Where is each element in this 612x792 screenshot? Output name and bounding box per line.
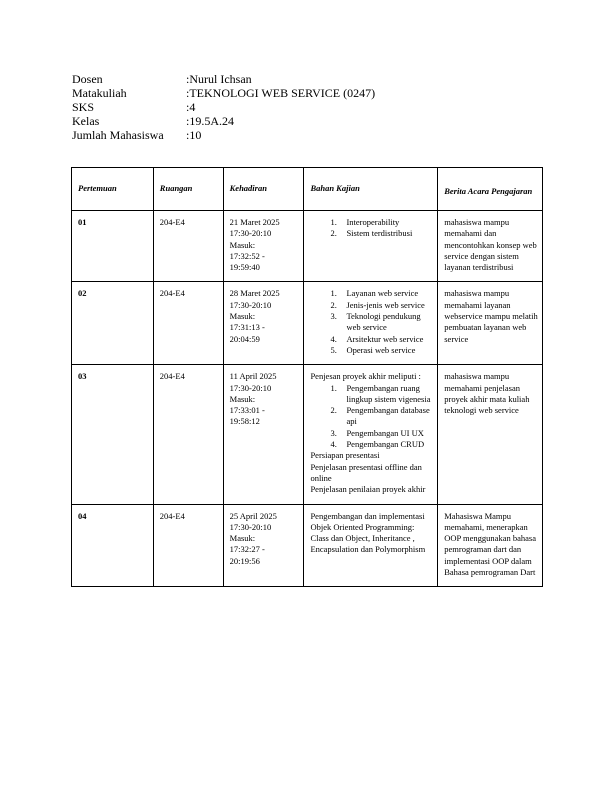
kehadiran-line: 17:33:01 -	[229, 405, 265, 416]
list-text: Pengembangan database api	[346, 405, 430, 427]
list-text: Pengembangan ruang lingkup sistem vigenesia	[346, 382, 431, 404]
kehadiran-line: 17:31:13 -	[229, 322, 265, 333]
cell-bahan-kajian	[304, 211, 438, 282]
bahan-list	[310, 383, 433, 451]
bahan-text: Pengembangan dan implementasi Objek Oriented Programming: Class dan Object, Inheritance , Encapsulation dan Polymorphism	[310, 510, 426, 555]
info-row	[72, 72, 375, 86]
cell-kehadiran	[223, 504, 304, 587]
header-berita-acara: Berita Acara Pengajaran	[438, 168, 543, 211]
list-text: Pengembangan CRUD	[346, 439, 425, 450]
cell-bahan-kajian	[304, 365, 438, 504]
list-number: 1.	[330, 288, 337, 299]
list-number: 3.	[330, 427, 337, 438]
cell-kehadiran	[223, 282, 304, 365]
info-label: Jumlah Mahasiswa	[72, 128, 164, 142]
info-value: :Nurul Ichsan	[186, 72, 252, 86]
info-row	[72, 100, 375, 114]
info-row	[72, 114, 375, 128]
cell-ruangan: 204-E4	[153, 504, 223, 587]
cell-kehadiran	[223, 211, 304, 282]
bahan-list-item	[310, 334, 433, 345]
cell-bahan-kajian	[304, 504, 438, 587]
cell-kehadiran	[223, 365, 304, 504]
info-label: Matakuliah	[72, 86, 127, 100]
list-number: 2.	[330, 405, 337, 416]
list-text: Arsitektur web service	[346, 333, 424, 344]
list-text: Operasi web service	[346, 344, 416, 355]
table-header-row	[72, 168, 543, 211]
bahan-list-item	[310, 345, 433, 356]
kehadiran-line: 17:30-20:10	[229, 299, 272, 310]
kehadiran-line: Masuk:	[229, 239, 256, 250]
cell-berita-acara: Mahasiswa Mampu memahami, menerapkan OOP menggunakan bahasa pemrograman dart dan implementasi OOP dalam Bahasa pemrograman Dart	[438, 504, 543, 587]
cell-pertemuan: 04	[72, 504, 154, 587]
bahan-list-item	[310, 439, 433, 450]
cell-pertemuan: 01	[72, 211, 154, 282]
bahan-list-item	[310, 300, 433, 311]
kehadiran-line: 19:58:12	[229, 416, 260, 427]
kehadiran-line: 20:19:56	[229, 555, 260, 566]
kehadiran-line: 25 April 2025	[229, 510, 277, 521]
list-number: 1.	[330, 217, 337, 227]
cell-bahan-kajian	[304, 282, 438, 365]
table-row	[72, 365, 543, 504]
course-info	[72, 72, 375, 142]
info-label: Kelas	[72, 114, 100, 128]
list-text: Teknologi pendukung web service	[346, 311, 421, 333]
table-row	[72, 504, 543, 587]
kehadiran-line: 11 April 2025	[229, 371, 277, 382]
header-kehadiran: Kehadiran	[223, 168, 304, 211]
info-row	[72, 86, 375, 100]
list-number: 3.	[330, 311, 337, 322]
bahan-list-item	[310, 405, 433, 428]
kehadiran-line: Masuk:	[229, 311, 256, 322]
cell-pertemuan: 03	[72, 365, 154, 504]
bahan-list-item	[310, 228, 433, 239]
kehadiran-line: 21 Maret 2025	[229, 217, 280, 227]
list-number: 2.	[330, 299, 337, 310]
list-number: 1.	[330, 382, 337, 393]
bahan-text: Penjelasan presentasi offline dan online	[310, 461, 422, 483]
bahan-text: Penjesan proyek akhir meliputi :	[310, 371, 421, 382]
header-bahan-kajian: Bahan Kajian	[304, 168, 438, 211]
table-row	[72, 282, 543, 365]
kehadiran-line: Masuk:	[229, 533, 256, 544]
bahan-list-item	[310, 311, 433, 334]
list-text: Layanan web service	[346, 288, 419, 299]
list-number: 4.	[330, 439, 337, 450]
cell-pertemuan: 02	[72, 282, 154, 365]
list-text: Sistem terdistribusi	[346, 228, 413, 239]
cell-berita-acara: mahasiswa mampu memahami layanan webservice mampu melatih pembuatan layanan web service	[438, 282, 543, 365]
kehadiran-line: Masuk:	[229, 393, 256, 404]
kehadiran-line: 17:30-20:10	[229, 521, 272, 532]
info-label: Dosen	[72, 72, 103, 86]
header-pertemuan: Pertemuan	[72, 168, 154, 211]
list-text: Jenis-jenis web service	[346, 299, 425, 310]
list-number: 4.	[330, 333, 337, 344]
header-ruangan: Ruangan	[153, 168, 223, 211]
kehadiran-line: 17:32:27 -	[229, 544, 265, 555]
kehadiran-line: 17:30-20:10	[229, 382, 272, 393]
cell-ruangan: 204-E4	[153, 365, 223, 504]
info-value: :10	[186, 128, 202, 142]
cell-ruangan: 204-E4	[153, 282, 223, 365]
bahan-list-item	[310, 217, 433, 228]
cell-berita-acara: mahasiswa mampu memahami dan mencontohkan konsep web service dengan sistem layanan terdistribusi	[438, 211, 543, 282]
kehadiran-line: 19:59:40	[229, 262, 260, 273]
schedule-table	[71, 167, 543, 587]
list-number: 5.	[330, 344, 337, 355]
list-text: Pengembangan UI UX	[346, 427, 424, 438]
info-value: :4	[186, 100, 196, 114]
info-row	[72, 128, 375, 142]
info-label: SKS	[72, 100, 95, 114]
info-value: :19.5A.24	[186, 114, 234, 128]
info-value: :TEKNOLOGI WEB SERVICE (0247)	[186, 86, 376, 100]
kehadiran-line: 20:04:59	[229, 333, 260, 344]
bahan-list-item	[310, 383, 433, 406]
cell-ruangan: 204-E4	[153, 211, 223, 282]
bahan-list	[310, 288, 433, 356]
bahan-list-item	[310, 288, 433, 299]
bahan-list	[310, 217, 433, 240]
kehadiran-line: 17:32:52 -	[229, 250, 265, 261]
bahan-list-item	[310, 428, 433, 439]
kehadiran-line: 28 Maret 2025	[229, 288, 280, 299]
bahan-text: Persiapan presentasi	[310, 450, 380, 461]
cell-berita-acara: mahasiswa mampu memahami penjelasan proyek akhir mata kuliah teknologi web service	[438, 365, 543, 504]
list-text: Interoperability	[346, 217, 400, 227]
bahan-text: Penjelasan penilaian proyek akhir	[310, 484, 426, 495]
list-number: 2.	[330, 228, 337, 239]
table-row	[72, 211, 543, 282]
kehadiran-line: 17:30-20:10	[229, 228, 272, 239]
